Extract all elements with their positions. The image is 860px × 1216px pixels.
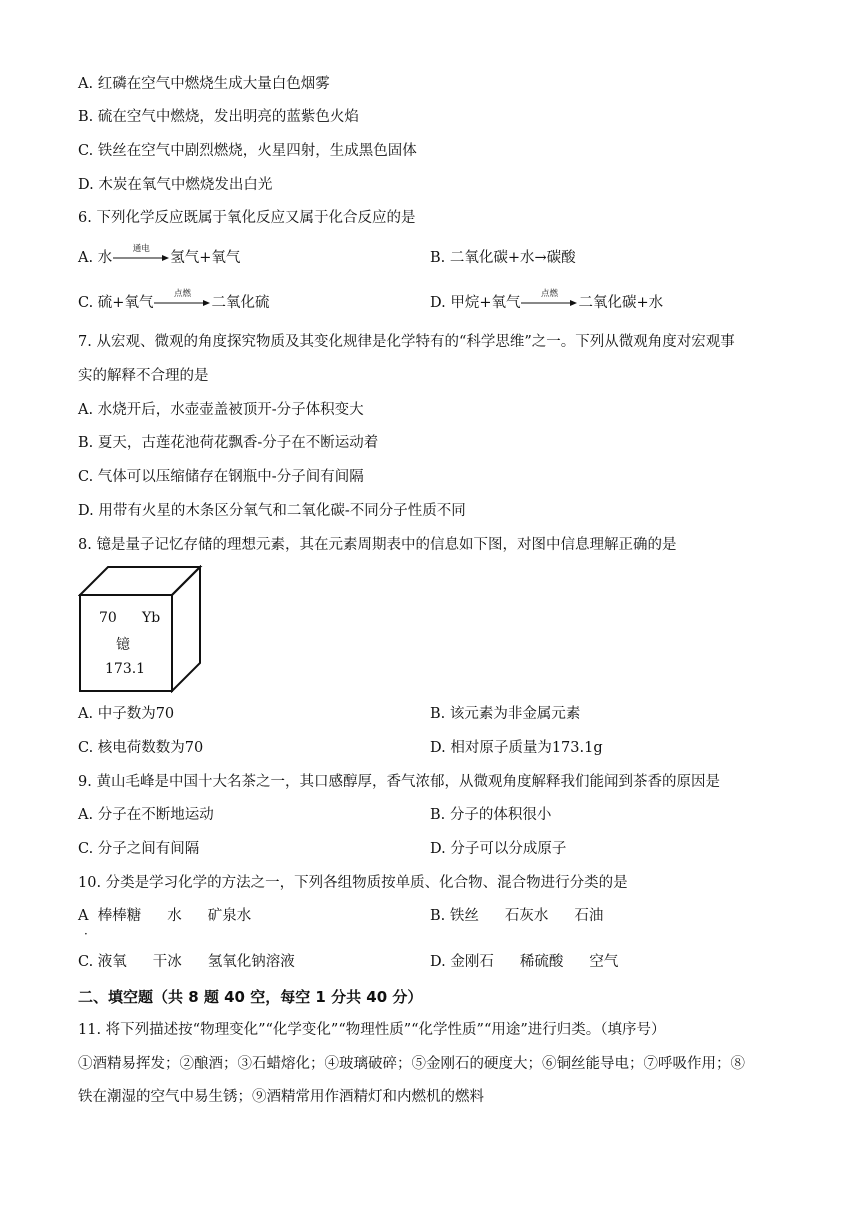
q6-option-c [78,289,270,313]
q10-option-d [430,952,618,972]
q6-c-condition: 点燃 [173,289,191,299]
atomic-mass: 173.1 [105,661,146,677]
q10-c-item: 干冰 [152,954,182,970]
section-heading: 二、填空题（共 8 题 40 空，每空 1 分共 40 分） [78,988,423,1006]
q6-d-condition: 点燃 [540,289,558,299]
q10-d-item: 金刚石 [450,954,494,970]
q10-c-item: 氢氧化钠溶液 [207,954,295,970]
q10-b-item: 石灰水 [504,908,549,924]
q10-d-item: 空气 [589,954,619,970]
q10-c-item: 液氧 [97,954,127,970]
reaction-arrow [521,289,577,313]
q9-option-a: A. 分子在不断地运动 [78,807,214,823]
q10-d-item: 稀硫酸 [519,954,564,970]
q10-option-b [430,906,603,926]
element-symbol: Yb [142,610,161,626]
q10-b-item: 石油 [574,908,604,924]
q8-option-d: D. 相对原子质量为173.1g [430,740,603,756]
q6-c-product: 二氧化硫 [211,295,270,311]
q10-stem: 10. 分类是学习化学的方法之一，下列各组物质按单质、化合物、混合物进行分类的是 [78,875,628,891]
q8-stem: 8. 镱是量子记忆存储的理想元素，其在元素周期表中的信息如下图，对图中信息理解正确的是 [78,537,677,553]
q6-d-reactant: D. 甲烷+氧气 [430,295,521,311]
reaction-arrow [113,244,169,268]
q6-option-a [78,244,241,268]
q11-stem: 11. 将下列描述按“物理变化”“化学变化”“物理性质”“化学性质”“用途”进行归类。（填序号） [78,1022,666,1038]
q10-a-label: A [78,908,89,924]
q7-option-d: D. 用带有火星的木条区分氧气和二氧化碳-不同分子性质不同 [78,503,466,519]
q10-a-item: 水 [167,908,182,924]
q8-option-b: B. 该元素为非金属元素 [430,706,581,722]
q6-a-condition: 通电 [132,244,150,254]
q6-c-reactant: C. 硫+氧气 [78,295,154,311]
q7-option-c: C. 气体可以压缩储存在钢瓶中-分子间有间隔 [78,469,364,485]
q7-option-a: A. 水烧开后，水壶壶盖被顶开-分子体积变大 [78,402,364,418]
q5-option-b: B. 硫在空气中燃烧，发出明亮的蓝紫色火焰 [78,109,359,125]
atomic-number: 70 [99,610,117,626]
dot-mark: · [84,927,88,941]
q6-d-product: 二氧化碳+水 [578,295,664,311]
q5-option-a: A. 红磷在空气中燃烧生成大量白色烟雾 [78,76,330,92]
q9-option-c: C. 分子之间有间隔 [78,841,200,857]
q11-line3: 铁在潮湿的空气中易生锈；⑨酒精常用作酒精灯和内燃机的燃料 [78,1089,484,1105]
q8-option-a: A. 中子数为70 [78,706,175,722]
q11-line2: ①酒精易挥发；②酿酒；③石蜡熔化；④玻璃破碎；⑤金刚石的硬度大；⑥铜丝能导电；⑦呼吸作用；⑧ [78,1056,745,1072]
q10-d-label: D. [430,954,446,970]
q10-a-item: 矿泉水 [207,908,252,924]
q10-a-item: 棒棒糖 [97,908,142,924]
q7-stem-line2: 实的解释不合理的是 [78,368,209,384]
q9-option-b: B. 分子的体积很小 [430,807,552,823]
element-cell-figure [78,565,203,693]
reaction-arrow [154,289,210,313]
q5-option-d: D. 木炭在氧气中燃烧发出白光 [78,177,273,193]
q6-a-product: 氢气+氧气 [170,250,241,266]
q10-b-label: B. [430,908,446,924]
q10-b-item: 铁丝 [449,908,479,924]
q6-stem: 6. 下列化学反应既属于氧化反应又属于化合反应的是 [78,210,416,226]
q9-option-d: D. 分子可以分成原子 [430,841,567,857]
q5-option-c: C. 铁丝在空气中剧烈燃烧，火星四射，生成黑色固体 [78,143,417,159]
q6-a-reactant: A. 水 [78,250,113,266]
q9-stem: 9. 黄山毛峰是中国十大名茶之一，其口感醇厚，香气浓郁，从微观角度解释我们能闻到茶香的原因是 [78,774,720,790]
q7-stem-line1: 7. 从宏观、微观的角度探究物质及其变化规律是化学特有的“科学思维”之一。下列从微观角度对宏观事 [78,334,735,350]
q10-option-a [78,906,251,926]
q6-option-b: B. 二氧化碳+水→碳酸 [430,250,576,266]
q8-option-c: C. 核电荷数数为70 [78,740,204,756]
q6-option-d [430,289,664,313]
q10-c-label: C. [78,954,94,970]
q7-option-b: B. 夏天，古莲花池荷花飘香-分子在不断运动着 [78,435,379,451]
element-name: 镱 [116,637,130,653]
q10-option-c [78,952,295,972]
